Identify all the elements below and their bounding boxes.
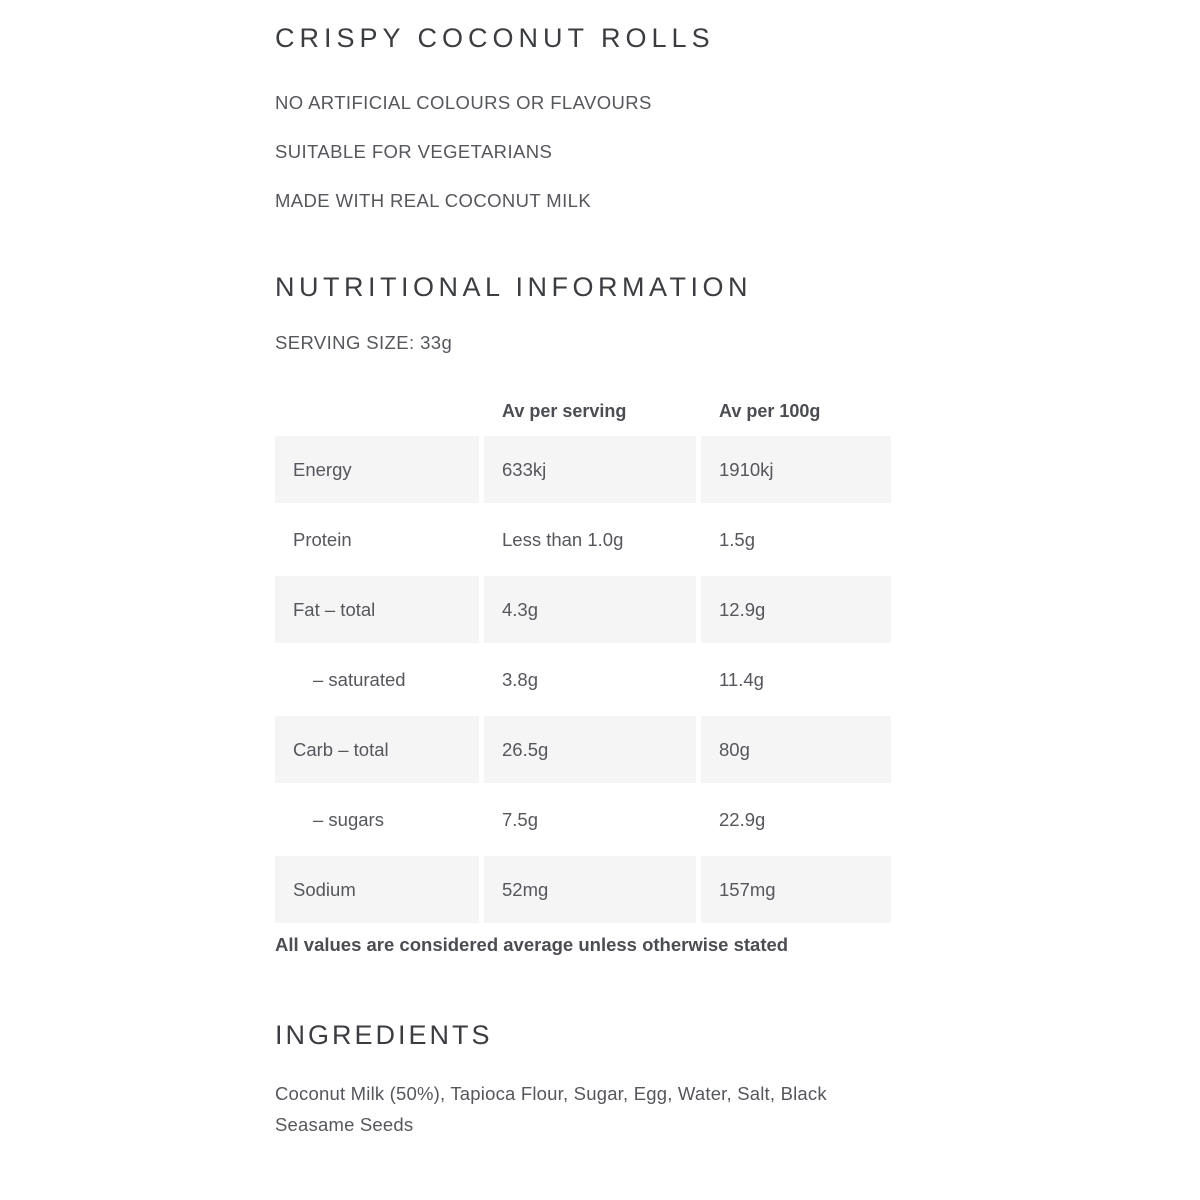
row-label: Sodium	[275, 856, 479, 923]
value-per-100g: 80g	[701, 716, 891, 783]
claim-no-artificial: NO ARTIFICIAL COLOURS OR FLAVOURS	[275, 92, 652, 113]
value-per-serving: 26.5g	[484, 716, 696, 783]
row-label: Fat – total	[275, 576, 479, 643]
value-per-serving: Less than 1.0g	[502, 528, 624, 550]
row-label: Carb – total	[275, 716, 479, 783]
value-per-serving: 3.8g	[502, 668, 539, 690]
ingredients-list: Coconut Milk (50%), Tapioca Flour, Sugar, Egg, Water, Salt, Black Seasame Seeds	[275, 1083, 827, 1135]
value-per-serving: 4.3g	[484, 576, 696, 643]
serving-size: SERVING SIZE: 33g	[275, 332, 453, 353]
claim-vegetarian: SUITABLE FOR VEGETARIANS	[275, 141, 553, 162]
nutrition-table	[275, 389, 891, 923]
row-label: – saturated	[313, 668, 406, 690]
value-per-100g: 12.9g	[701, 576, 891, 643]
value-per-100g: 22.9g	[719, 808, 766, 830]
value-per-100g: 1.5g	[719, 528, 756, 550]
header-cell-per-100g: Av per 100g	[719, 400, 821, 421]
header-cell-empty	[275, 389, 479, 433]
value-per-serving: 633kj	[484, 436, 696, 503]
product-title: CRISPY COCONUT ROLLS	[275, 23, 715, 53]
value-per-100g: 157mg	[701, 856, 891, 923]
ingredients-heading: INGREDIENTS	[275, 1020, 493, 1050]
value-per-serving: 52mg	[484, 856, 696, 923]
value-per-100g: 11.4g	[719, 668, 764, 690]
value-per-100g: 1910kj	[701, 436, 891, 503]
nutrition-heading: NUTRITIONAL INFORMATION	[275, 272, 752, 302]
row-label: Protein	[293, 528, 352, 550]
header-cell-per-serving: Av per serving	[502, 400, 627, 421]
value-per-serving: 7.5g	[502, 808, 539, 830]
average-values-footnote: All values are considered average unless otherwise stated	[275, 934, 789, 955]
claim-coconut-milk: MADE WITH REAL COCONUT MILK	[275, 190, 592, 211]
row-label: – sugars	[313, 808, 384, 830]
row-label: Energy	[275, 436, 479, 503]
